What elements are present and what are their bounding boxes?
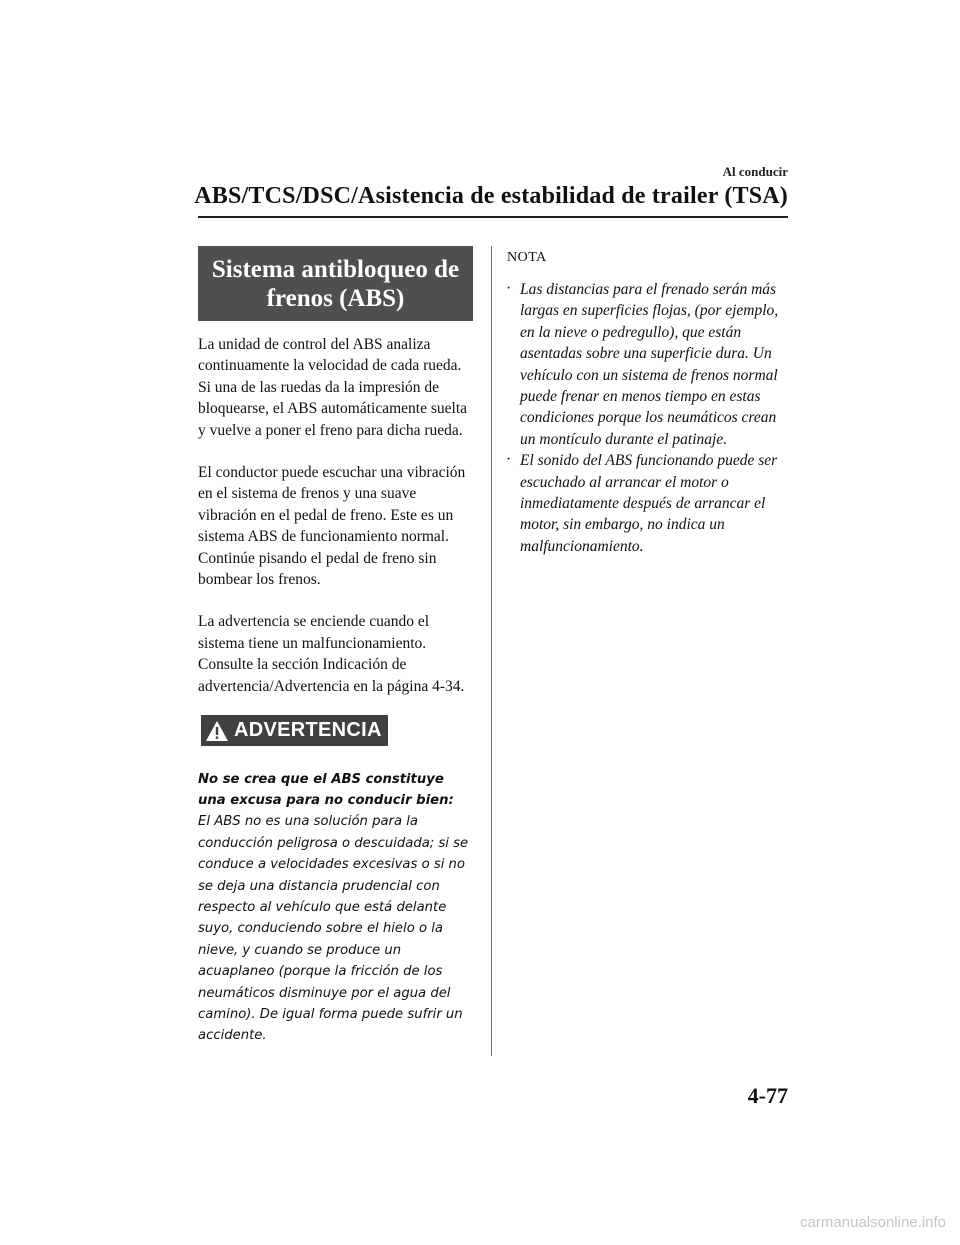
- warning-text: [198, 769, 473, 1047]
- section-title: Sistema antibloqueo de frenos (ABS): [198, 246, 473, 321]
- warning-triangle-icon: [205, 720, 229, 742]
- paragraph: La unidad de control del ABS analiza continuamente la velocidad de cada rueda. Si una de las ruedas da la impresión de bloquearse, el ABS automáticamente suelta y vuelve a poner el freno para dicha rueda.: [198, 336, 468, 439]
- note-label: NOTA: [507, 250, 547, 265]
- note-item: [505, 450, 790, 557]
- paragraph: La advertencia se enciende cuando el sistema tiene un malfuncionamiento. Consulte la sección Indicación de advertencia/Advertencia en la página 4-34.: [198, 613, 465, 695]
- footer-watermark: carmanualsonline.info: [800, 1214, 946, 1231]
- warning-label: ADVERTENCIA: [234, 719, 382, 742]
- chapter-label: Al conducir: [722, 164, 788, 179]
- paragraph: El conductor puede escuchar una vibración en el sistema de frenos y una suave vibración en el pedal de freno. Este es un sistema ABS de funcionamiento normal. Continúe pisando el pedal de freno sin bombear los frenos.: [198, 464, 466, 589]
- left-column: [198, 246, 473, 1047]
- bullet-icon: ·: [506, 280, 512, 297]
- note-item-text: El sonido del ABS funcionando puede ser escuchado al arrancar el motor o inmediatamente después de arrancar el motor, sin embargo, no indica un malfuncionamiento.: [520, 452, 778, 555]
- page-number: 4-77: [747, 1083, 788, 1108]
- page-title: ABS/TCS/DSC/Asistencia de estabilidad de trailer (TSA): [194, 183, 788, 209]
- right-column: [505, 250, 790, 557]
- bullet-icon: ·: [506, 451, 512, 469]
- column-divider: [491, 246, 492, 1056]
- header-divider: [198, 216, 788, 218]
- note-item-text: Las distancias para el frenado serán más largas en superficies flojas, (por ejemplo, en la nieve o pedregullo), que están asentadas sobre una superficie dura. Un vehículo con un sistema de frenos normal puede frenar en menos tiempo en estas condiciones porque los neumáticos crean un montículo durante el patinaje.: [520, 281, 779, 448]
- warning-body: El ABS no es una solución para la conducción peligrosa o descuidada; si se conduce a velocidades excesivas o si no se deja una distancia prudencial con respecto al vehículo que está delante suyo, conduciendo sobre el hielo o la nieve, y cuando se produce un acuaplaneo (porque la fricción de los neumáticos disminuye por el agua del camino). De igual forma puede sufrir un accidente.: [198, 814, 469, 1044]
- note-item: [505, 279, 790, 450]
- warning-badge: [201, 715, 388, 746]
- warning-lead: No se crea que el ABS constituye una excusa para no conducir bien:: [198, 771, 454, 808]
